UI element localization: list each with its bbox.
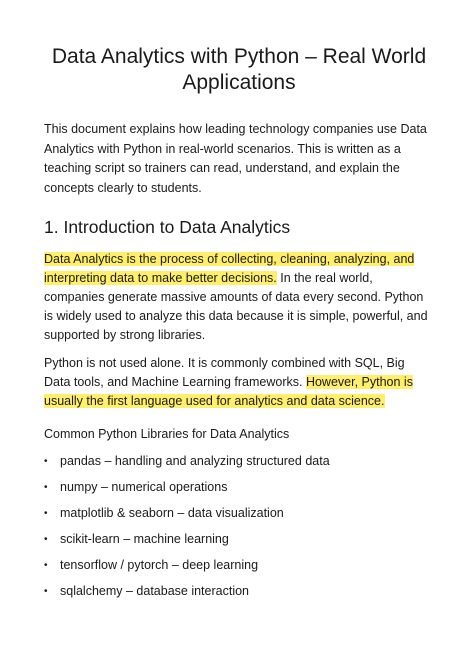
- library-text: numpy – numerical operations: [60, 480, 228, 494]
- library-text: scikit-learn – machine learning: [60, 532, 229, 546]
- bullet-icon: •: [44, 560, 48, 571]
- highlighted-python-first: However, Python is usually the first language used for analytics and data science.: [44, 375, 413, 408]
- document-title: Data Analytics with Python – Real World Applications: [51, 45, 427, 94]
- list-item: [44, 478, 434, 497]
- library-text: tensorflow / pytorch – deep learning: [60, 558, 259, 572]
- intro-paragraph: This document explains how leading technology companies use Data Analytics with Python in real-world scenarios. This is written as a teaching script so trainers can read, understand, and explain the concepts clearly to students.: [44, 122, 427, 195]
- list-item: [44, 452, 434, 471]
- bullet-icon: •: [44, 586, 48, 597]
- libraries-list: [44, 452, 434, 601]
- list-item: [44, 556, 434, 575]
- list-item: [44, 530, 434, 549]
- bullet-icon: •: [44, 456, 48, 467]
- libraries-heading: Common Python Libraries for Data Analytics: [44, 427, 290, 441]
- definition-paragraph-rest: In the real world, companies generate massive amounts of data every second. Python is widely used to analyze this data because it is simple, powerful, and supported by strong libraries.: [44, 271, 428, 342]
- definition-paragraph: [44, 250, 434, 345]
- python-usage-text: Python is not used alone. It is commonly combined with SQL, Big Data tools, and Machine Learning frameworks.: [44, 356, 405, 389]
- list-item: [44, 504, 434, 523]
- library-text: matplotlib & seaborn – data visualization: [60, 506, 284, 520]
- section-heading-introduction: 1. Introduction to Data Analytics: [44, 217, 291, 237]
- bullet-icon: •: [44, 482, 48, 493]
- bullet-icon: •: [44, 508, 48, 519]
- python-usage-paragraph: [44, 354, 434, 411]
- library-text: pandas – handling and analyzing structured data: [60, 454, 330, 468]
- library-text: sqlalchemy – database interaction: [60, 584, 250, 598]
- bullet-icon: •: [44, 534, 48, 545]
- list-item: [44, 582, 434, 601]
- highlighted-definition: Data Analytics is the process of collecting, cleaning, analyzing, and interpreting data to make better decisions.: [44, 252, 415, 285]
